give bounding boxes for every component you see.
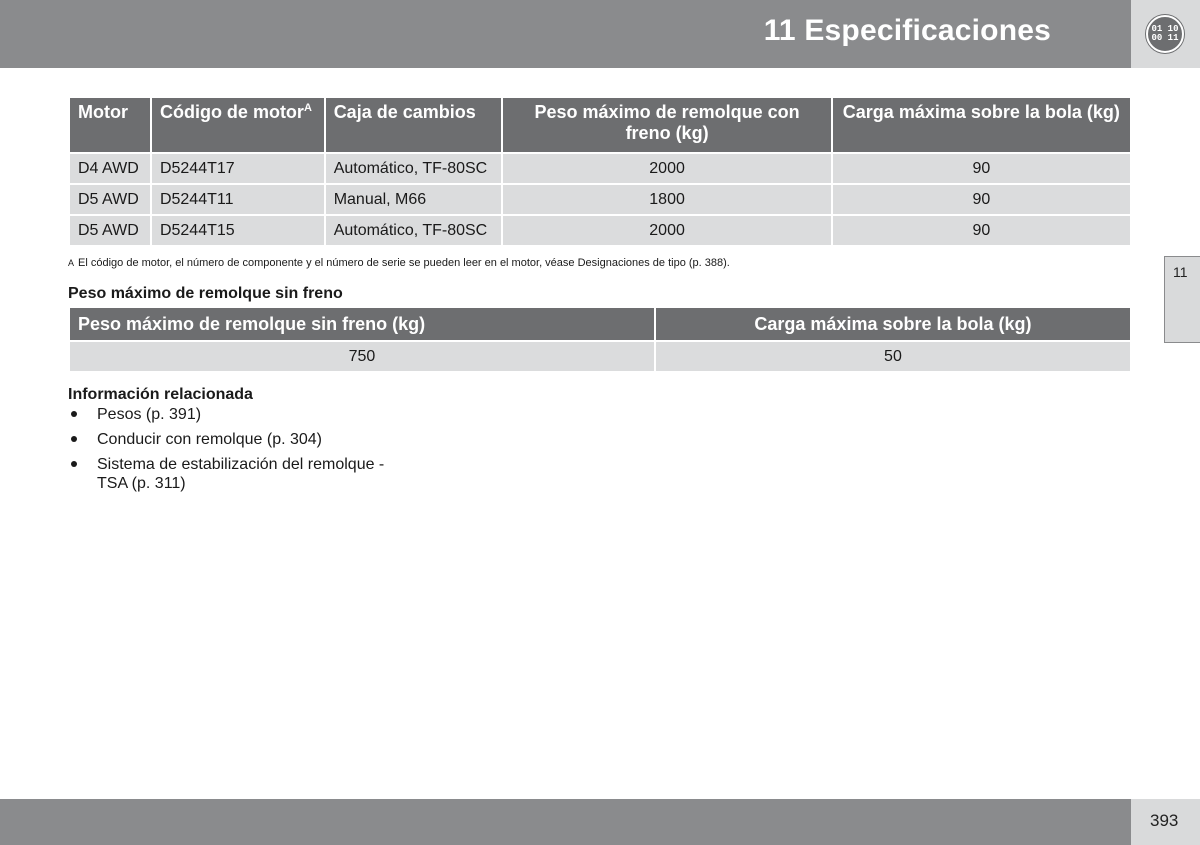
header-icon-box bbox=[1131, 0, 1200, 68]
cell-motor: D5 AWD bbox=[69, 184, 151, 215]
col-header-engine-code-label: Código de motor bbox=[159, 102, 304, 122]
cell-motor: D5 AWD bbox=[69, 215, 151, 246]
related-info-heading: Información relacionada bbox=[68, 386, 253, 403]
chapter-specifications-icon bbox=[1146, 15, 1184, 53]
related-info-list bbox=[68, 405, 408, 499]
col-header-motor: Motor bbox=[69, 97, 151, 153]
cell-motor: D4 AWD bbox=[69, 153, 151, 184]
col-header-max-braked-trailer: Peso máximo de remolque con freno (kg) bbox=[502, 97, 831, 153]
related-link-towing[interactable]: Conducir con remolque (p. 304) bbox=[68, 430, 408, 449]
chapter-icon-text-top: 01 10 bbox=[1151, 24, 1179, 34]
cell-max-ball-load: 90 bbox=[832, 184, 1131, 215]
table-row bbox=[69, 184, 1131, 215]
cell-max-braked-trailer: 1800 bbox=[502, 184, 831, 215]
col-header-max-ball-load: Carga máxima sobre la bola (kg) bbox=[832, 97, 1131, 153]
chapter-side-tab-label: 11 bbox=[1173, 264, 1188, 280]
cell-gearbox: Manual, M66 bbox=[325, 184, 503, 215]
cell-gearbox: Automático, TF-80SC bbox=[325, 153, 503, 184]
cell-max-ball-load: 90 bbox=[832, 153, 1131, 184]
cell-gearbox: Automático, TF-80SC bbox=[325, 215, 503, 246]
cell-max-braked-trailer: 2000 bbox=[502, 215, 831, 246]
col-header-gearbox: Caja de cambios bbox=[325, 97, 503, 153]
table-footnote bbox=[68, 257, 730, 269]
unbraked-trailer-table bbox=[68, 306, 1132, 373]
chapter-icon-text-bottom: 00 11 bbox=[1151, 33, 1179, 43]
table-header-row bbox=[69, 97, 1131, 153]
chapter-side-tab[interactable] bbox=[1164, 256, 1200, 343]
footer-bar bbox=[0, 799, 1131, 845]
unbraked-section-heading: Peso máximo de remolque sin freno bbox=[68, 285, 343, 302]
table-row bbox=[69, 153, 1131, 184]
cell-max-unbraked-trailer: 750 bbox=[69, 341, 655, 372]
page-number: 393 bbox=[1150, 811, 1179, 830]
header-bar bbox=[0, 0, 1131, 68]
table-header-row bbox=[69, 307, 1131, 341]
related-link-weights[interactable]: Pesos (p. 391) bbox=[68, 405, 408, 424]
col-header-max-unbraked-trailer: Peso máximo de remolque sin freno (kg) bbox=[69, 307, 655, 341]
cell-engine-code: D5244T11 bbox=[151, 184, 325, 215]
cell-max-ball-load: 90 bbox=[832, 215, 1131, 246]
footer-page-box bbox=[1131, 799, 1200, 845]
table-row bbox=[69, 341, 1131, 372]
engine-towing-table bbox=[68, 96, 1132, 247]
footnote-reference: A bbox=[303, 102, 312, 114]
related-link-tsa[interactable]: Sistema de estabilización del remolque - TSA (p. 311) bbox=[68, 455, 408, 493]
cell-engine-code: D5244T15 bbox=[151, 215, 325, 246]
page-title: 11 Especificaciones bbox=[763, 14, 1051, 47]
footnote-marker: A bbox=[68, 258, 75, 268]
cell-engine-code: D5244T17 bbox=[151, 153, 325, 184]
col-header-engine-code bbox=[151, 97, 325, 153]
cell-max-braked-trailer: 2000 bbox=[502, 153, 831, 184]
table-row bbox=[69, 215, 1131, 246]
footnote-text: El código de motor, el número de componente y el número de serie se pueden leer en el motor, véase Designaciones de tipo (p. 388). bbox=[78, 257, 730, 269]
cell-max-ball-load: 50 bbox=[655, 341, 1131, 372]
col-header-max-ball-load: Carga máxima sobre la bola (kg) bbox=[655, 307, 1131, 341]
